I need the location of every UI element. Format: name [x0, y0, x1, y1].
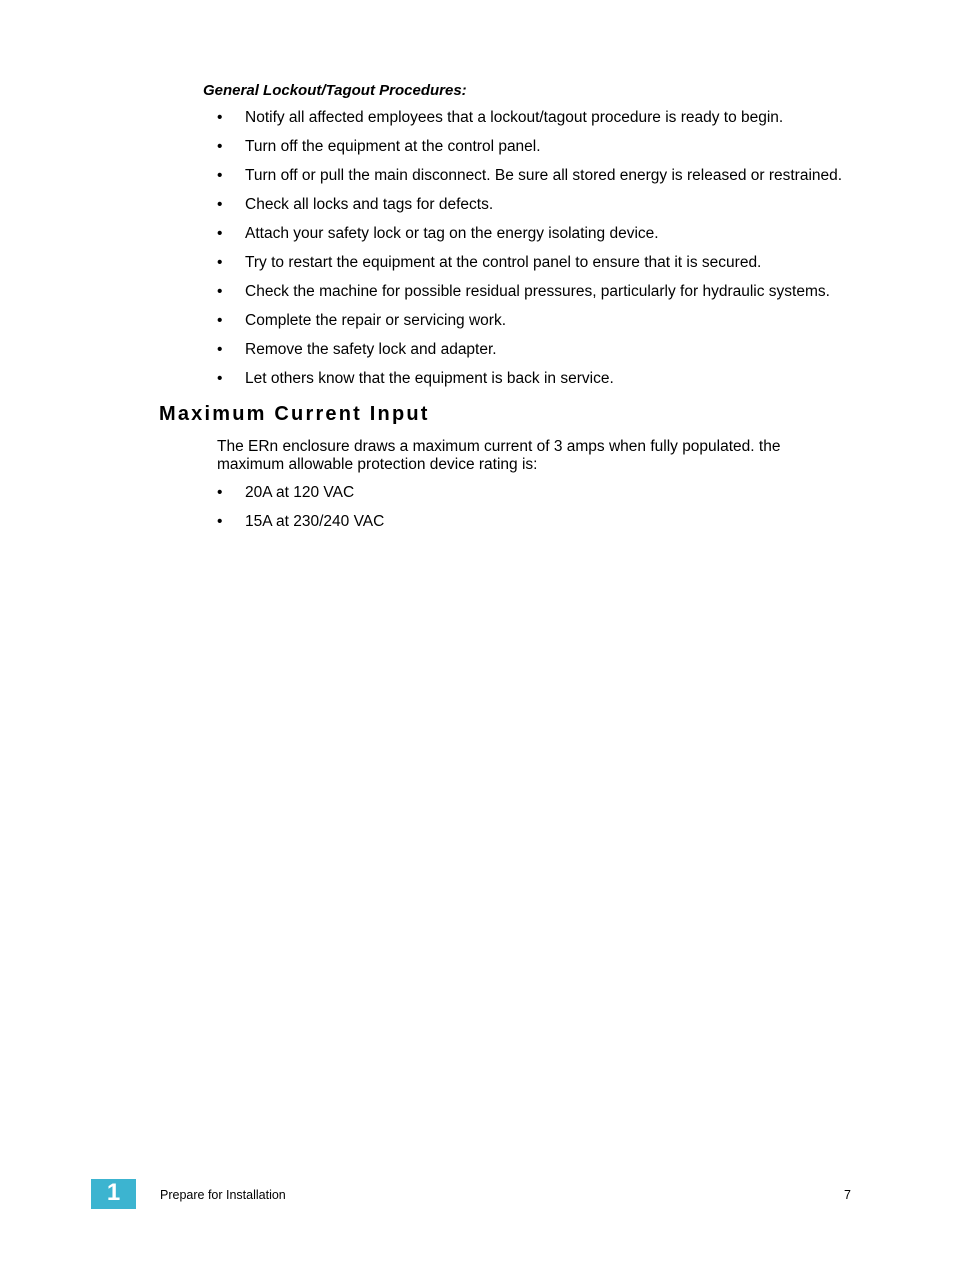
list-item-text: Turn off or pull the main disconnect. Be sure all stored energy is released or restrained.: [245, 167, 843, 184]
list-item: [217, 369, 877, 398]
list-item: [217, 282, 877, 311]
bullet-mark: •: [217, 167, 223, 184]
bullet-mark: •: [217, 370, 223, 387]
bullet-mark: •: [217, 196, 223, 213]
list-item-text: Complete the repair or servicing work.: [245, 312, 507, 329]
bullet-mark: •: [217, 283, 223, 300]
page-number: 7: [844, 1188, 851, 1202]
lockout-procedure-list: [217, 108, 877, 398]
list-item: [217, 108, 877, 137]
bullet-mark: •: [217, 513, 223, 530]
list-item-text: 20A at 120 VAC: [245, 484, 355, 501]
max-current-paragraph: The ERn enclosure draws a maximum current of 3 amps when fully populated. the maximum allowable protection device rating is:: [217, 438, 781, 473]
list-item-text: Notify all affected employees that a lockout/tagout procedure is ready to begin.: [245, 109, 784, 126]
list-item: [217, 195, 877, 224]
list-item-text: Try to restart the equipment at the control panel to ensure that it is secured.: [245, 254, 762, 271]
bullet-mark: •: [217, 312, 223, 329]
list-item: [217, 311, 877, 340]
list-item-text: Remove the safety lock and adapter.: [245, 341, 497, 358]
list-item: [217, 340, 877, 369]
list-item-text: Check all locks and tags for defects.: [245, 196, 494, 213]
list-item-text: 15A at 230/240 VAC: [245, 513, 385, 530]
list-item: [217, 483, 877, 512]
list-item: [217, 253, 877, 282]
list-item-text: Attach your safety lock or tag on the energy isolating device.: [245, 225, 659, 242]
bullet-mark: •: [217, 254, 223, 271]
list-item: [217, 512, 877, 541]
list-item-text: Check the machine for possible residual pressures, particularly for hydraulic systems.: [245, 283, 830, 300]
chapter-number-badge: 1: [91, 1179, 136, 1209]
lockout-procedures-heading: General Lockout/Tagout Procedures:: [203, 82, 467, 99]
bullet-mark: •: [217, 225, 223, 242]
bullet-mark: •: [217, 138, 223, 155]
footer-chapter-title: Prepare for Installation: [160, 1188, 286, 1202]
bullet-mark: •: [217, 341, 223, 358]
bullet-mark: •: [217, 484, 223, 501]
list-item-text: Turn off the equipment at the control panel.: [245, 138, 541, 155]
list-item: [217, 166, 877, 195]
list-item: [217, 137, 877, 166]
list-item-text: Let others know that the equipment is back in service.: [245, 370, 614, 387]
bullet-mark: •: [217, 109, 223, 126]
list-item: [217, 224, 877, 253]
section-title: Maximum Current Input: [159, 403, 430, 425]
protection-rating-list: [217, 483, 877, 541]
